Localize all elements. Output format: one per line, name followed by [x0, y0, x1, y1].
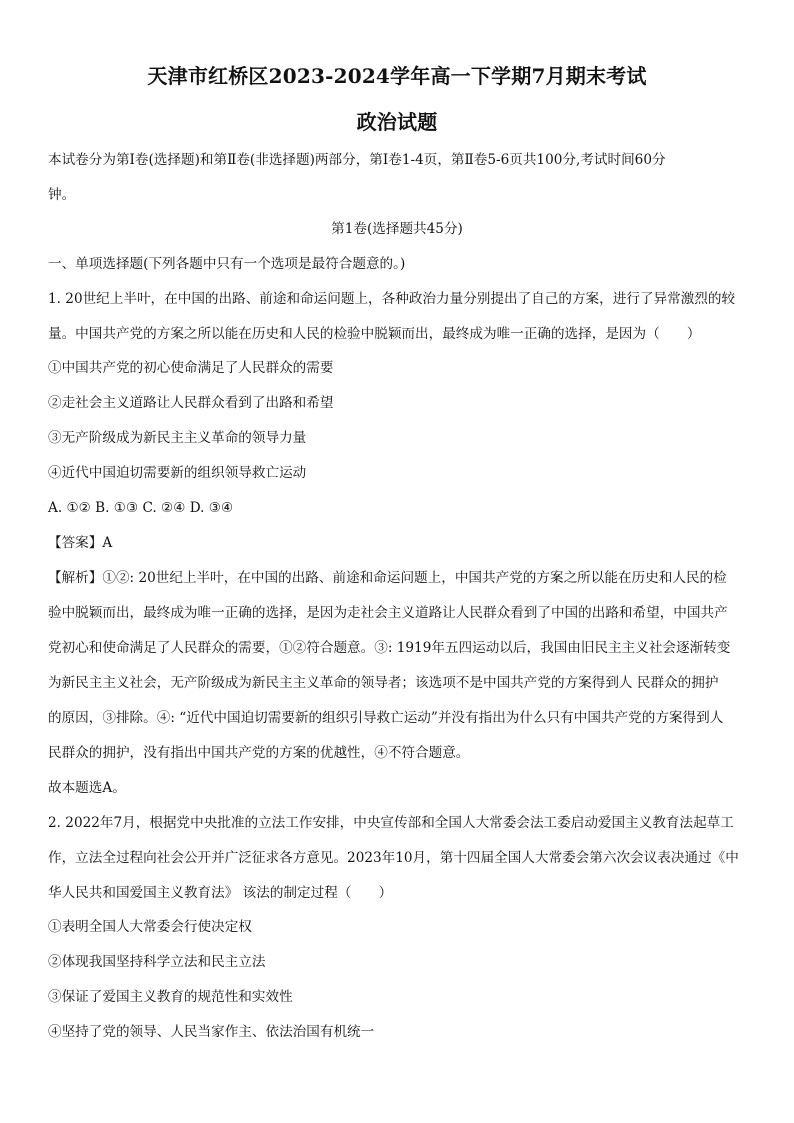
question-1-stem: 1. 20世纪上半叶，在中国的出路、前途和命运问题上，各种政治力量分别提出了自己的方案，进行了异常激烈的较: [48, 291, 736, 307]
question-2-stem: 2. 2022年7月，根据党中央批准的立法工作安排，中央宣传部和全国人大常委会法工委启动爱国主义教育法起草工: [48, 815, 734, 831]
question-2-option: ③保证了爱国主义教育的规范性和实效性: [48, 989, 293, 1005]
question-2-option: ①表明全国人大常委会行使决定权: [48, 919, 252, 935]
question-1-analysis: 验中脱颖而出，最终成为唯一正确的选择，是因为走社会主义道路让人民群众看到了中国的出路和希望，中国共产: [48, 605, 728, 621]
question-1-analysis: 民群众的拥护，没有指出中国共产党的方案的优越性，④不符合题意。: [48, 745, 470, 761]
question-2-option: ④坚持了党的领导、人民当家作主、依法治国有机统一: [48, 1024, 375, 1040]
question-2-option: ②体现我国坚持科学立法和民主立法: [48, 954, 266, 970]
question-1-analysis: 【解析】①②: 20世纪上半叶，在中国的出路、前途和命运问题上，中国共产党的方案之所以能在历史和人民的检: [48, 570, 727, 586]
question-1-option: ③无产阶级成为新民主主义革命的领导力量: [48, 430, 307, 446]
document-title: 天津市红桥区2023-2024学年高一下学期7月期末考试: [147, 64, 647, 88]
question-1-option: ①中国共产党的初心使命满足了人民群众的需要: [48, 360, 334, 376]
question-1-stem: 量。中国共产党的方案之所以能在历史和人民的检验中脱颖而出，最终成为唯一正确的选择，是因为（ ）: [48, 326, 701, 342]
question-1-answer: 【答案】A: [48, 535, 113, 551]
question-1-analysis: 党初心和使命满足了人民群众的需要，①②符合题意。③: 1919年五四运动以后，我国由旧民主主义社会逐渐转变: [48, 640, 731, 656]
question-1-analysis: 的原因，③排除。④: “近代中国迫切需要新的组织引导救亡运动”并没有指出为什么只有中国共产党的方案得到人: [48, 710, 724, 726]
section-heading: 第1卷(选择题共45分): [331, 221, 463, 237]
question-2-stem: 华人民共和国爱国主义教育法》 该法的制定过程（ ）: [48, 885, 393, 901]
question-2-stem: 作，立法全过程向社会公开并广泛征求各方意见。2023年10月，第十四届全国人大常委会第六次会议表决通过《中: [48, 850, 739, 866]
question-1-analysis: 为新民主主义社会，无产阶级成为新民主主义革命的领导者；该选项不是中国共产党的方案得到人 民群众的拥护: [48, 675, 719, 691]
question-1-conclusion: 故本题选A。: [48, 780, 126, 796]
intro-line: 本试卷分为第Ⅰ卷(选择题)和第Ⅱ卷(非选择题)两部分，第Ⅰ卷1-4页，第Ⅱ卷5-6页共100分,考试时间60分: [48, 152, 666, 168]
intro-line: 钟。: [48, 187, 76, 203]
question-1-option: ④近代中国迫切需要新的组织领导救亡运动: [48, 465, 307, 481]
question-1-choices: A. ①② B. ①③ C. ②④ D. ③④: [48, 500, 234, 516]
part-heading: 一、单项选择题(下列各题中只有一个选项是最符合题意的。): [48, 256, 406, 272]
question-1-option: ②走社会主义道路让人民群众看到了出路和希望: [48, 395, 334, 411]
document-subtitle: 政治试题: [356, 110, 438, 134]
